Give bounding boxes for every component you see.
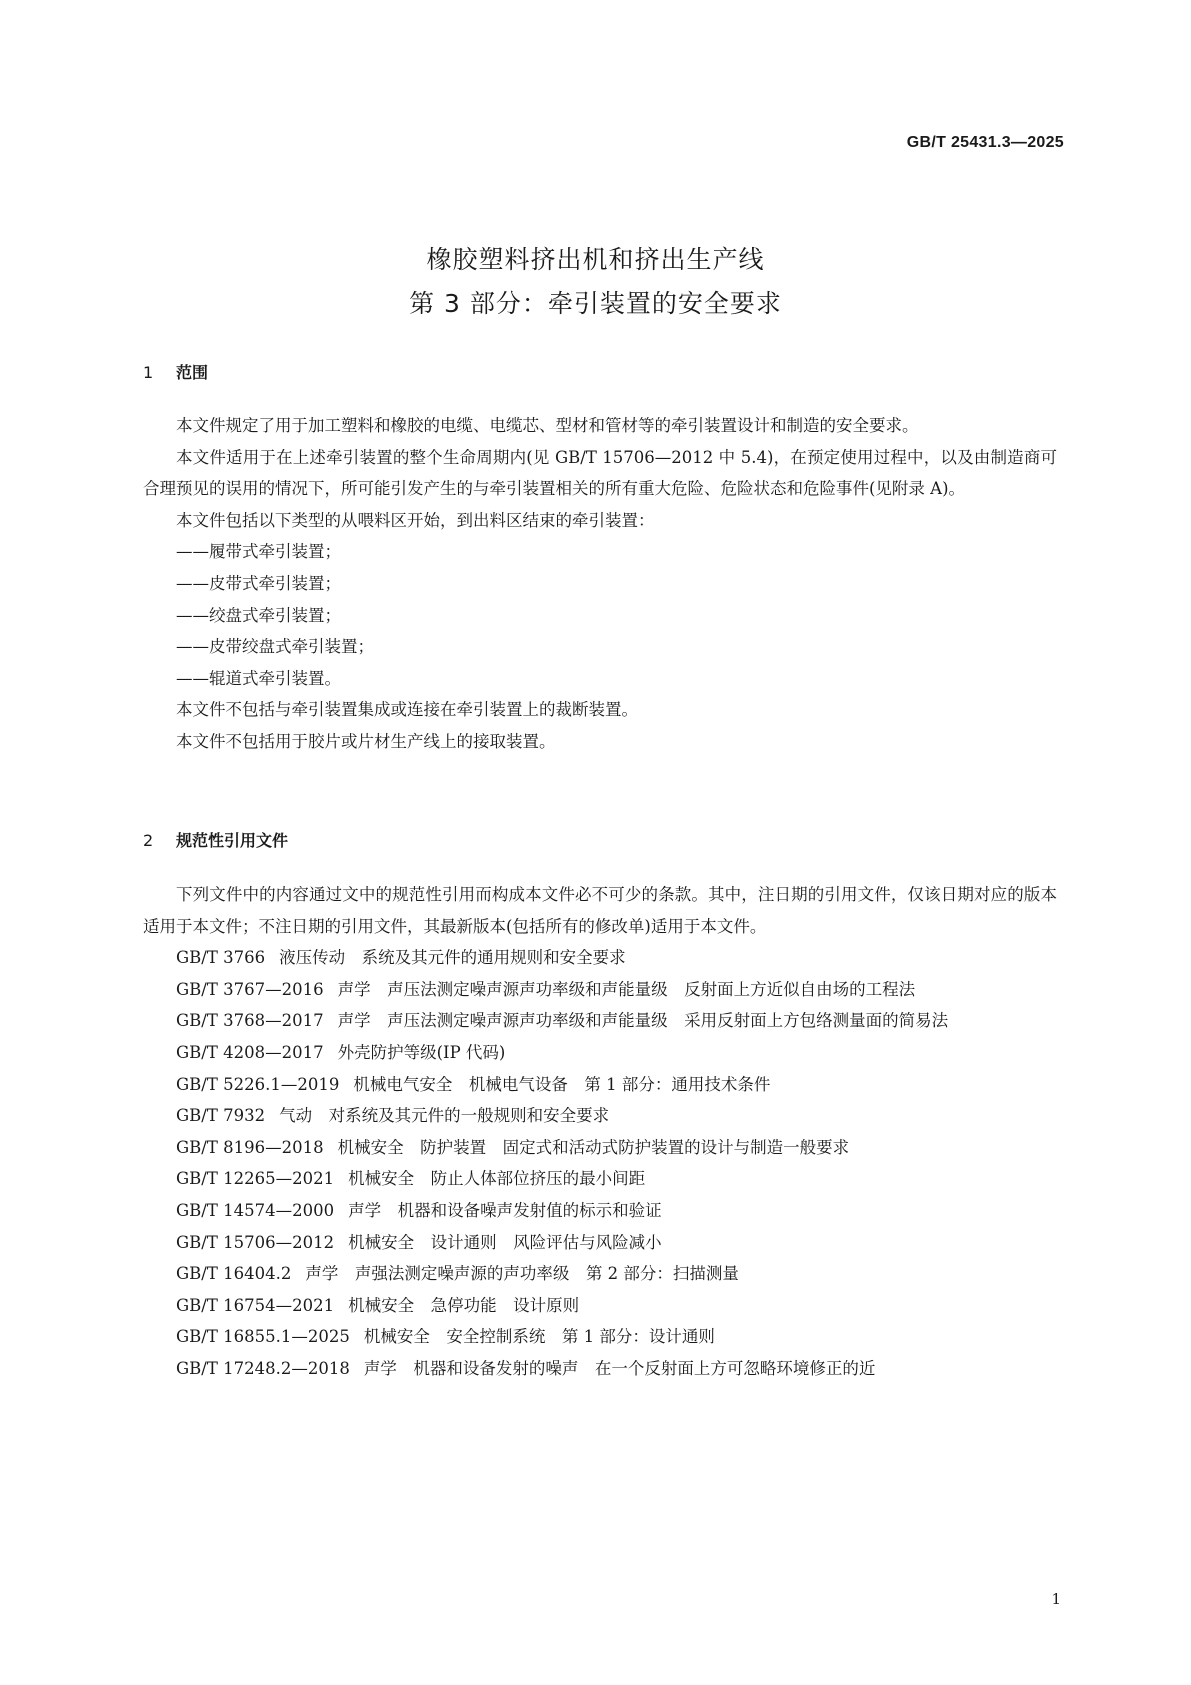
title-line-1: 橡胶塑料挤出机和挤出生产线 (426, 245, 765, 274)
reference-title: 声学 声强法测定噪声源的声功率级 第 2 部分：扫描测量 (305, 1264, 739, 1284)
paragraph: 本文件不包括与牵引装置集成或连接在牵引装置上的裁断装置。 (176, 700, 638, 720)
list-item: ——皮带绞盘式牵引装置； (176, 637, 374, 657)
reference-item (143, 974, 1057, 1006)
list-item: ——绞盘式牵引装置； (176, 605, 341, 625)
reference-code: GB/T 8196—2018 (176, 1137, 324, 1157)
reference-title: 机械电气安全 机械电气设备 第 1 部分：通用技术条件 (353, 1074, 771, 1094)
reference-title: 声学 声压法测定噪声源声功率级和声能量级 采用反射面上方包络测量面的简易法 (337, 1011, 949, 1031)
reference-title: 机械安全 急停功能 设计原则 (348, 1295, 580, 1315)
reference-item (143, 1037, 1057, 1069)
section-2-number: 2 (143, 831, 154, 850)
reference-code: GB/T 16754—2021 (176, 1295, 335, 1315)
paragraph: 下列文件中的内容通过文中的规范性引用而构成本文件必不可少的条款。其中，注日期的引用文件，仅该日期对应的版本适用于本文件；不注日期的引用文件，其最新版本(包括所有的修改单)适用于本文件。 (143, 885, 1057, 936)
reference-item (143, 1069, 1057, 1101)
reference-title: 机械安全 设计通则 风险评估与风险减小 (348, 1232, 662, 1252)
reference-code: GB/T 5226.1—2019 (176, 1074, 340, 1094)
reference-code: GB/T 16404.2 (176, 1264, 292, 1284)
reference-item (143, 1195, 1057, 1227)
standard-number: GB/T 25431.3—2025 (906, 134, 1064, 151)
section-1-heading (143, 360, 208, 383)
paragraph: 本文件包括以下类型的从喂料区开始，到出料区结束的牵引装置： (176, 510, 655, 530)
reference-item (143, 1227, 1057, 1259)
section-2-body (143, 879, 1057, 1385)
reference-title: 气动 对系统及其元件的一般规则和安全要求 (279, 1106, 610, 1126)
reference-title: 外壳防护等级(IP 代码) (337, 1042, 506, 1062)
reference-title: 声学 机器和设备发射的噪声 在一个反射面上方可忽略环境修正的近 (363, 1358, 876, 1378)
reference-code: GB/T 16855.1—2025 (176, 1327, 350, 1347)
section-2-heading (143, 828, 288, 851)
reference-code: GB/T 12265—2021 (176, 1169, 335, 1189)
reference-title: 机械安全 防护装置 固定式和活动式防护装置的设计与制造一般要求 (337, 1137, 850, 1157)
list-item: ——辊道式牵引装置。 (176, 668, 341, 688)
reference-item (143, 942, 1057, 974)
reference-code: GB/T 3768—2017 (176, 1011, 324, 1031)
reference-title: 声学 机器和设备噪声发射值的标示和验证 (348, 1200, 662, 1220)
reference-code: GB/T 7932 (176, 1106, 266, 1126)
reference-code: GB/T 3767—2016 (176, 979, 324, 999)
reference-item (143, 1258, 1057, 1290)
document-title (0, 238, 1191, 326)
list-item: ——皮带式牵引装置； (176, 573, 341, 593)
reference-list (143, 942, 1057, 1384)
reference-title: 液压传动 系统及其元件的通用规则和安全要求 (279, 948, 626, 968)
reference-code: GB/T 4208—2017 (176, 1042, 324, 1062)
reference-code: GB/T 14574—2000 (176, 1200, 335, 1220)
reference-code: GB/T 17248.2—2018 (176, 1358, 350, 1378)
reference-item (143, 1290, 1057, 1322)
title-line-2: 第 3 部分：牵引装置的安全要求 (409, 289, 782, 318)
section-1-body (143, 410, 1057, 758)
reference-item (143, 1163, 1057, 1195)
section-2-title: 规范性引用文件 (176, 831, 289, 850)
paragraph: 本文件适用于在上述牵引装置的整个生命周期内(见 GB/T 15706—2012 中 5.4)，在预定使用过程中，以及由制造商可合理预见的误用的情况下，所可能引发产生的与牵引装置相关的所有重大危险、危险状态和危险事件(见附录 A)。 (143, 447, 1057, 499)
reference-item (143, 1005, 1057, 1037)
reference-title: 声学 声压法测定噪声源声功率级和声能量级 反射面上方近似自由场的工程法 (337, 979, 916, 999)
section-1-title: 范围 (176, 363, 209, 382)
reference-item (143, 1100, 1057, 1132)
reference-code: GB/T 15706—2012 (176, 1232, 335, 1252)
reference-item (143, 1321, 1057, 1353)
reference-title: 机械安全 安全控制系统 第 1 部分：设计通则 (363, 1327, 715, 1347)
section-1-number: 1 (143, 363, 154, 382)
reference-code: GB/T 3766 (176, 948, 266, 968)
page-number: 1 (1051, 1590, 1061, 1608)
reference-title: 机械安全 防止人体部位挤压的最小间距 (348, 1169, 646, 1189)
paragraph: 本文件不包括用于胶片或片材生产线上的接取装置。 (176, 731, 556, 751)
list-item: ——履带式牵引装置； (176, 542, 341, 562)
paragraph: 本文件规定了用于加工塑料和橡胶的电缆、电缆芯、型材和管材等的牵引装置设计和制造的安全要求。 (176, 416, 919, 435)
reference-item (143, 1132, 1057, 1164)
reference-item (143, 1353, 1057, 1385)
